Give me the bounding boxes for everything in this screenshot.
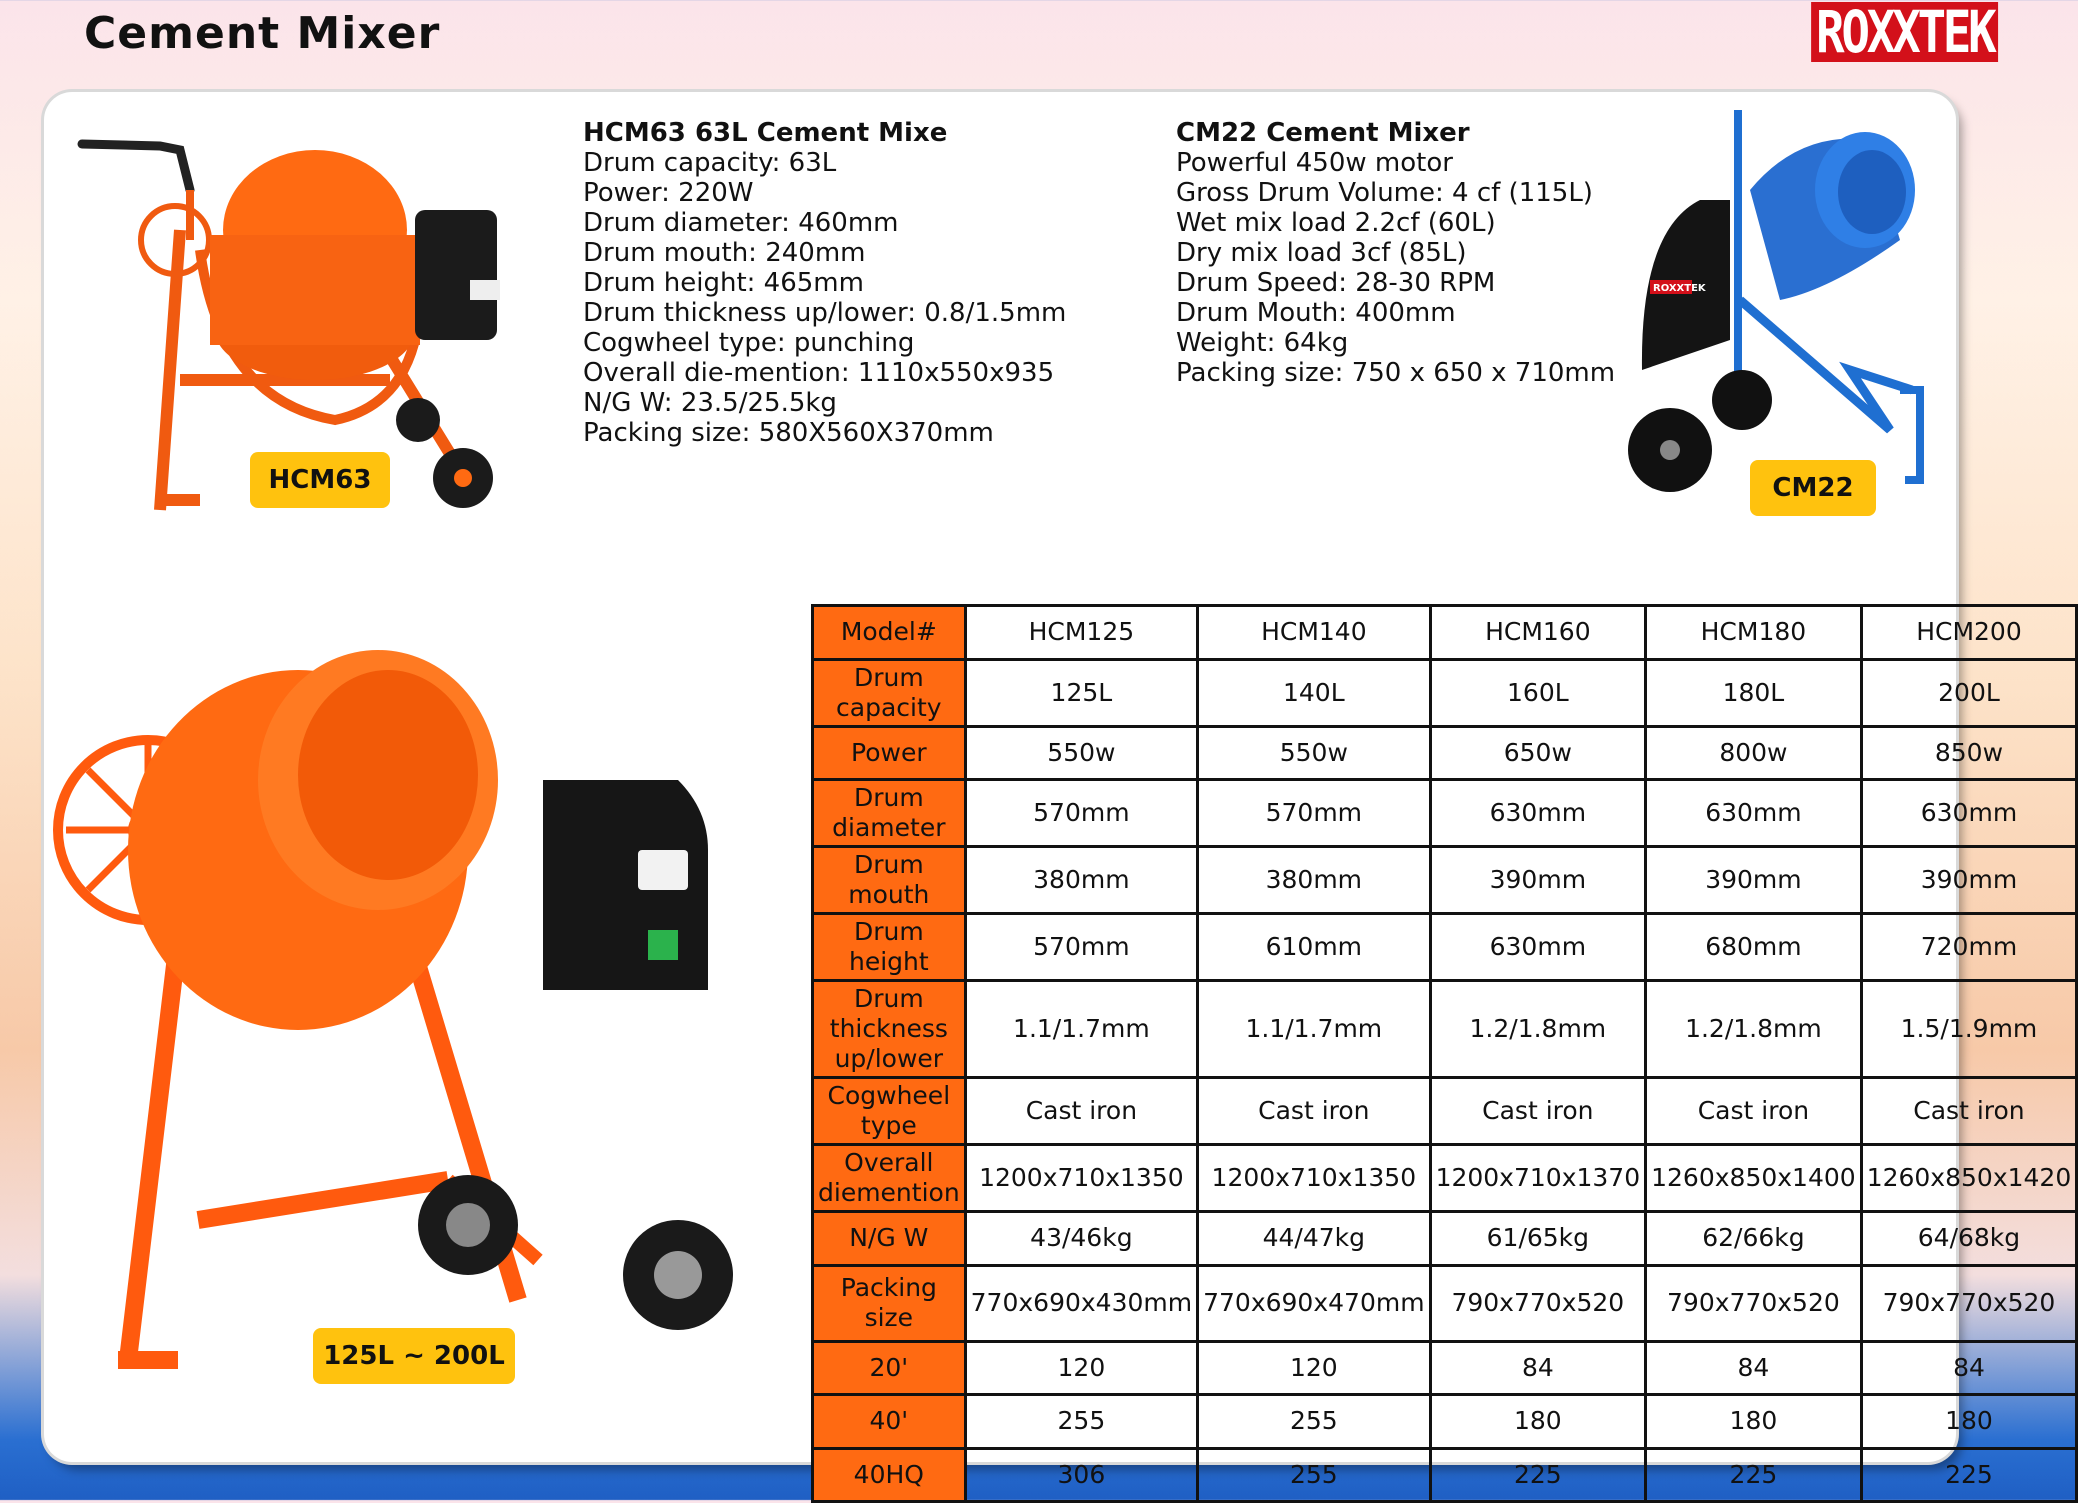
cm22-brand-text: ROXXTEK: [1653, 283, 1706, 294]
hcm63-spec-line: Drum diameter: 460mm: [583, 208, 899, 238]
row-header-cell: Power: [813, 726, 966, 780]
table-cell: 570mm: [1198, 780, 1430, 847]
table-cell: 225: [1861, 1448, 2077, 1502]
table-cell: 200L: [1861, 659, 2077, 726]
table-cell: 84: [1430, 1341, 1646, 1395]
brand-logo: ROXXTEK: [1811, 2, 1998, 62]
row-header-cell: Drum height: [813, 914, 966, 981]
table-cell: 255: [1198, 1448, 1430, 1502]
table-cell: 610mm: [1198, 914, 1430, 981]
row-header-cell: 40HQ: [813, 1448, 966, 1502]
row-header-cell: 20': [813, 1341, 966, 1395]
cm22-spec-line: Drum Speed: 28-30 RPM: [1176, 268, 1496, 298]
table-cell: 650w: [1430, 726, 1646, 780]
table-cell: Cast iron: [1198, 1078, 1430, 1145]
table-row: [813, 606, 2077, 660]
table-row: [813, 659, 2077, 726]
table-cell: 140L: [1198, 659, 1430, 726]
table-cell: Cast iron: [1430, 1078, 1646, 1145]
table-cell: 1200x710x1350: [965, 1145, 1197, 1212]
table-cell: 1.1/1.7mm: [1198, 981, 1430, 1078]
table-cell: 630mm: [1430, 914, 1646, 981]
table-cell: 44/47kg: [1198, 1212, 1430, 1266]
row-header-cell: 40': [813, 1395, 966, 1449]
table-cell: 64/68kg: [1861, 1212, 2077, 1266]
table-cell: HCM160: [1430, 606, 1646, 660]
hcm63-spec-line: Drum height: 465mm: [583, 268, 864, 298]
table-row: [813, 726, 2077, 780]
hcm63-spec-line: Drum mouth: 240mm: [583, 238, 866, 268]
table-cell: 630mm: [1430, 780, 1646, 847]
hcm63-spec-line: Packing size: 580X560X370mm: [583, 418, 994, 448]
hcm63-tag: HCM63: [250, 452, 390, 508]
spec-table: [811, 604, 2078, 1503]
cm22-tag: CM22: [1750, 460, 1876, 516]
table-row: [813, 1212, 2077, 1266]
cm22-spec-line: Gross Drum Volume: 4 cf (115L): [1176, 178, 1593, 208]
cm22-spec-line: Dry mix load 3cf (85L): [1176, 238, 1467, 268]
table-cell: 306: [965, 1448, 1197, 1502]
table-cell: 120: [1198, 1341, 1430, 1395]
table-cell: 570mm: [965, 914, 1197, 981]
table-cell: 255: [1198, 1395, 1430, 1449]
table-cell: 390mm: [1646, 847, 1862, 914]
row-header-cell: Drum capacity: [813, 659, 966, 726]
table-cell: 790x770x520: [1646, 1265, 1862, 1341]
hcm63-spec-block: [583, 118, 1066, 448]
table-cell: 680mm: [1646, 914, 1862, 981]
table-cell: Cast iron: [965, 1078, 1197, 1145]
table-cell: 84: [1646, 1341, 1862, 1395]
row-header-cell: N/G W: [813, 1212, 966, 1266]
table-cell: 1260x850x1420: [1861, 1145, 2077, 1212]
capacity-range-tag: 125L ~ 200L: [313, 1328, 515, 1384]
table-cell: 160L: [1430, 659, 1646, 726]
table-row: [813, 1341, 2077, 1395]
row-header-cell: Packing size: [813, 1265, 966, 1341]
table-cell: 380mm: [1198, 847, 1430, 914]
table-cell: 1260x850x1400: [1646, 1145, 1862, 1212]
table-cell: Cast iron: [1646, 1078, 1862, 1145]
table-cell: HCM180: [1646, 606, 1862, 660]
table-cell: 720mm: [1861, 914, 2077, 981]
table-cell: 1200x710x1370: [1430, 1145, 1646, 1212]
table-row: [813, 1265, 2077, 1341]
row-header-cell: Overall diemention: [813, 1145, 966, 1212]
table-cell: 180L: [1646, 659, 1862, 726]
cm22-spec-line: Drum Mouth: 400mm: [1176, 298, 1456, 328]
table-cell: 1.2/1.8mm: [1430, 981, 1646, 1078]
table-cell: 850w: [1861, 726, 2077, 780]
hcm63-spec-line: Drum thickness up/lower: 0.8/1.5mm: [583, 298, 1067, 328]
cm22-title: CM22 Cement Mixer: [1176, 118, 1470, 148]
cm22-spec-block: [1176, 118, 1615, 388]
table-cell: 84: [1861, 1341, 2077, 1395]
row-header-cell: Drum thickness up/lower: [813, 981, 966, 1078]
hcm63-spec-line: Drum capacity: 63L: [583, 148, 837, 178]
table-cell: 770x690x430mm: [965, 1265, 1197, 1341]
table-cell: 120: [965, 1341, 1197, 1395]
table-cell: 225: [1646, 1448, 1862, 1502]
table-row: [813, 981, 2077, 1078]
row-header-cell: Drum mouth: [813, 847, 966, 914]
table-cell: 380mm: [965, 847, 1197, 914]
big-mixer-image: [68, 640, 748, 1380]
table-cell: 61/65kg: [1430, 1212, 1646, 1266]
row-header-cell: Drum diameter: [813, 780, 966, 847]
row-header-cell: Model#: [813, 606, 966, 660]
cm22-spec-line: Wet mix load 2.2cf (60L): [1176, 208, 1496, 238]
table-cell: 390mm: [1430, 847, 1646, 914]
table-cell: 1.5/1.9mm: [1861, 981, 2077, 1078]
cm22-spec-line: Weight: 64kg: [1176, 328, 1349, 358]
table-cell: 43/46kg: [965, 1212, 1197, 1266]
table-cell: HCM140: [1198, 606, 1430, 660]
table-row: [813, 847, 2077, 914]
hcm63-spec-line: Cogwheel type: punching: [583, 328, 915, 358]
table-cell: 800w: [1646, 726, 1862, 780]
row-header-cell: Cogwheel type: [813, 1078, 966, 1145]
table-cell: Cast iron: [1861, 1078, 2077, 1145]
table-cell: 570mm: [965, 780, 1197, 847]
table-cell: 255: [965, 1395, 1197, 1449]
table-row: [813, 780, 2077, 847]
cm22-mixer-image: [1620, 110, 1940, 510]
table-cell: 180: [1646, 1395, 1862, 1449]
cm22-spec-line: Powerful 450w motor: [1176, 148, 1453, 178]
table-row: [813, 1145, 2077, 1212]
table-cell: 1.1/1.7mm: [965, 981, 1197, 1078]
hcm63-spec-line: Power: 220W: [583, 178, 754, 208]
spec-table-body: [813, 606, 2077, 1502]
table-cell: 390mm: [1861, 847, 2077, 914]
table-cell: HCM200: [1861, 606, 2077, 660]
table-cell: 630mm: [1861, 780, 2077, 847]
table-row: [813, 1395, 2077, 1449]
table-cell: 770x690x470mm: [1198, 1265, 1430, 1341]
table-cell: 180: [1861, 1395, 2077, 1449]
table-row: [813, 914, 2077, 981]
table-cell: 1200x710x1350: [1198, 1145, 1430, 1212]
table-row: [813, 1448, 2077, 1502]
table-cell: 790x770x520: [1861, 1265, 2077, 1341]
table-cell: 630mm: [1646, 780, 1862, 847]
table-cell: 550w: [1198, 726, 1430, 780]
table-cell: 180: [1430, 1395, 1646, 1449]
hcm63-spec-line: Overall die-mention: 1110x550x935: [583, 358, 1055, 388]
table-row: [813, 1078, 2077, 1145]
cm22-spec-line: Packing size: 750 x 650 x 710mm: [1176, 358, 1616, 388]
hcm63-spec-line: N/G W: 23.5/25.5kg: [583, 388, 837, 418]
table-cell: 62/66kg: [1646, 1212, 1862, 1266]
page-title: Cement Mixer: [84, 8, 441, 59]
table-cell: 125L: [965, 659, 1197, 726]
hcm63-title: HCM63 63L Cement Mixe: [583, 118, 948, 148]
table-cell: 790x770x520: [1430, 1265, 1646, 1341]
table-cell: 550w: [965, 726, 1197, 780]
table-cell: 225: [1430, 1448, 1646, 1502]
table-cell: HCM125: [965, 606, 1197, 660]
table-cell: 1.2/1.8mm: [1646, 981, 1862, 1078]
